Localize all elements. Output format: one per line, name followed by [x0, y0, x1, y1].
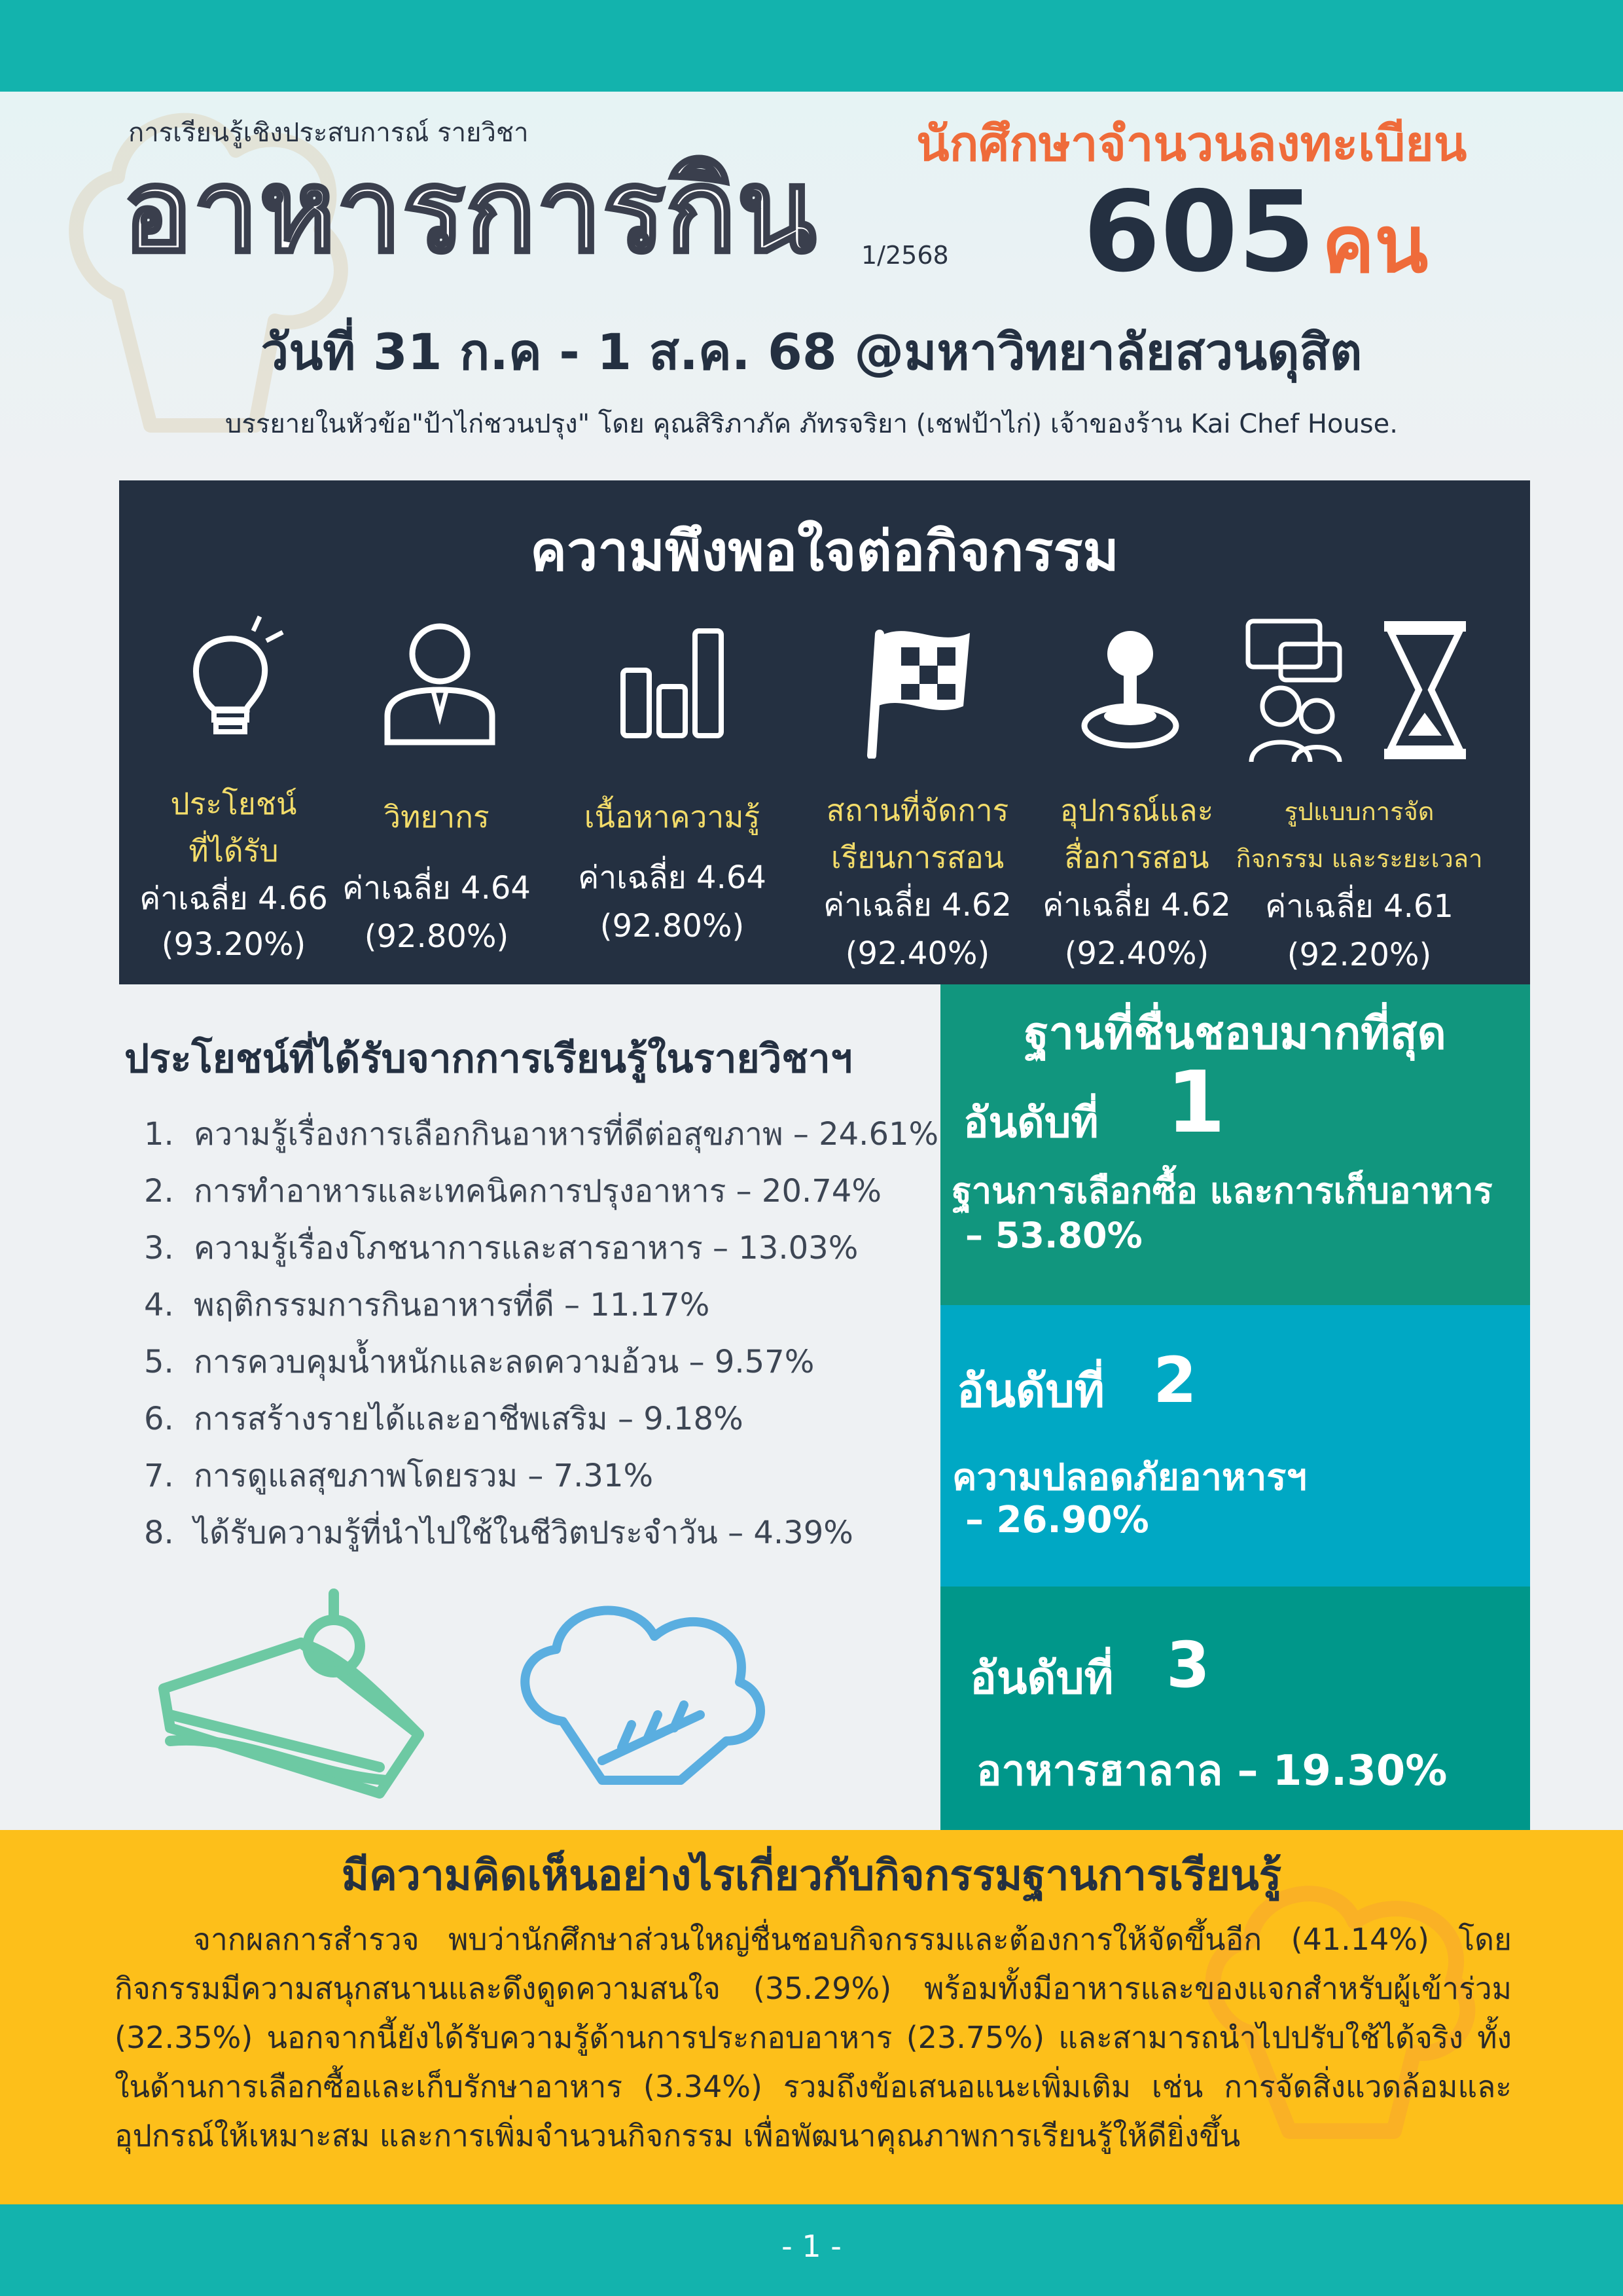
rank-3-label: อันดับที่: [970, 1653, 1114, 1704]
chef-hat-icon: [504, 1584, 779, 1800]
rank-2-panel: [940, 1305, 1530, 1587]
rank-1-name: ฐานการเลือกซื้อ และการเก็บอาหาร: [952, 1170, 1493, 1211]
list-item: 2. การทำอาหารและเทคนิคการปรุงอาหาร – 20.74%: [144, 1173, 882, 1210]
opinion-title: มีความคิดเห็นอย่างไรเกี่ยวกับกิจกรรมฐานการเรียนรู้: [341, 1852, 1282, 1900]
rank-3-panel: [940, 1587, 1530, 1830]
page-number: - 1 -: [781, 2229, 842, 2264]
favorites-title: ฐานที่ชื่นชอบมากที่สุด: [1024, 1008, 1446, 1060]
rank-3-name: อาหารฮาลาล – 19.30%: [976, 1747, 1448, 1795]
satisfaction-item-equipment: อุปกรณ์และ สื่อการสอน ค่าเฉลี่ย 4.62 (92.40%): [1043, 793, 1231, 972]
cake-slice-icon: [144, 1584, 438, 1806]
course-kicker: การเรียนรู้เชิงประสบการณ์ รายวิชา: [128, 118, 529, 148]
rank-2-pct: – 26.90%: [965, 1499, 1149, 1541]
registered-label: นักศึกษาจำนวนลงทะเบียน: [916, 116, 1467, 172]
rank-1-label: อันดับที่: [963, 1099, 1099, 1147]
opinion-section: [0, 1830, 1623, 2204]
joystick-icon: [1078, 628, 1183, 752]
list-item: 5. การควบคุมน้ำหนักและลดความอ้วน – 9.57%: [144, 1344, 815, 1380]
opinion-body: จากผลการสำรวจ พบว่านักศึกษาส่วนใหญ่ชื่นชอบกิจกรรมและต้องการให้จัดขึ้นอีก (41.14%) โดยกิจกรรมมีความสนุกสนานและดึงดูดความสนใจ (35.29%) พร้อมทั้งมีอาหารและของแจกสำหรับผู้เข้าร่วม (32.35%) นอกจากนี้ยังได้รับความรู้ด้านการประกอบอาหาร (23.75%) และสามารถนำไปปรับใช้ได้จริง ทั้งในด้านการเลือกซื้อและเก็บรักษาอาหาร (3.34%) รวมถึงข้อเสนอแนะเพิ่มเติม เช่น การจัดสิ่งแวดล้อมและอุปกรณ์ให้เหมาะสม และการเพิ่มจำนวนกิจกรรม เพื่อพัฒนาคุณภาพการเรียนรู้ให้ดียิ่งขึ้น: [115, 1922, 1512, 2153]
satisfaction-item-format: รูปแบบการจัด กิจกรรม และระยะเวลา ค่าเฉลี่ย 4.61 (92.20%): [1236, 797, 1483, 973]
bar-chart-icon: [616, 624, 728, 742]
satisfaction-item-venue: สถานที่จัดการ เรียนการสอน ค่าเฉลี่ย 4.62 (92.40%): [823, 793, 1012, 972]
registered-unit: คน: [1322, 200, 1429, 291]
term-label: 1/2568: [861, 241, 949, 270]
list-item: 6. การสร้างรายได้และอาชีพเสริม – 9.18%: [144, 1401, 743, 1437]
satisfaction-title: ความพึงพอใจต่อกิจกรรม: [530, 519, 1119, 583]
lecture-info: บรรยายในหัวข้อ"ป้าไก่ชวนปรุง" โดย คุณสิริภาภัค ภัทรจริยา (เชฟป้าไก่) เจ้าของร้าน Kai Chef House.: [225, 409, 1398, 439]
registered-count: 605: [1083, 168, 1315, 297]
rank-2-name: ความปลอดภัยอาหารฯ: [952, 1456, 1307, 1499]
benefits-list: [144, 1106, 938, 1562]
benefits-title: ประโยชน์ที่ได้รับจากการเรียนรู้ในรายวิชาฯ: [124, 1036, 853, 1082]
rank-1-pct: – 53.80%: [965, 1215, 1143, 1256]
course-title: อาหารการกิน: [123, 144, 817, 278]
satisfaction-item-content: เนื้อหาความรู้ ค่าเฉลี่ย 4.64 (92.80%): [578, 799, 766, 944]
rank-1-number: 1: [1166, 1052, 1226, 1152]
list-item: 1. ความรู้เรื่องการเลือกกินอาหารที่ดีต่อสุขภาพ – 24.61%: [144, 1116, 939, 1153]
list-item: 3. ความรู้เรื่องโภชนาการและสารอาหาร – 13.03%: [144, 1230, 859, 1266]
satisfaction-item-speaker: วิทยากร ค่าเฉลี่ย 4.64 (92.80%): [342, 799, 531, 955]
list-item: 7. การดูแลสุขภาพโดยรวม – 7.31%: [144, 1458, 654, 1494]
discussion-hourglass-icon: [1241, 615, 1477, 765]
event-date-location: วันที่ 31 ก.ค - 1 ส.ค. 68 @มหาวิทยาลัยสวนดุสิต: [260, 323, 1363, 381]
rank-1-panel: [940, 984, 1530, 1305]
list-item: 4. พฤติกรรมการกินอาหารที่ดี – 11.17%: [144, 1287, 710, 1323]
satisfaction-panel: [119, 480, 1530, 984]
satisfaction-item-benefit: ประโยชน์ ที่ได้รับ ค่าเฉลี่ย 4.66 (93.20%): [139, 786, 328, 963]
rank-2-number: 2: [1153, 1344, 1197, 1417]
list-item: 8. ได้รับความรู้ที่นำไปใช้ในชีวิตประจำวัน – 4.39%: [144, 1515, 853, 1551]
speaker-person-icon: [378, 618, 502, 749]
checkered-flag-icon: [865, 621, 976, 759]
lightbulb-icon: [178, 611, 289, 742]
rank-2-label: อันดับที่: [957, 1364, 1105, 1418]
rank-3-number: 3: [1166, 1628, 1210, 1702]
